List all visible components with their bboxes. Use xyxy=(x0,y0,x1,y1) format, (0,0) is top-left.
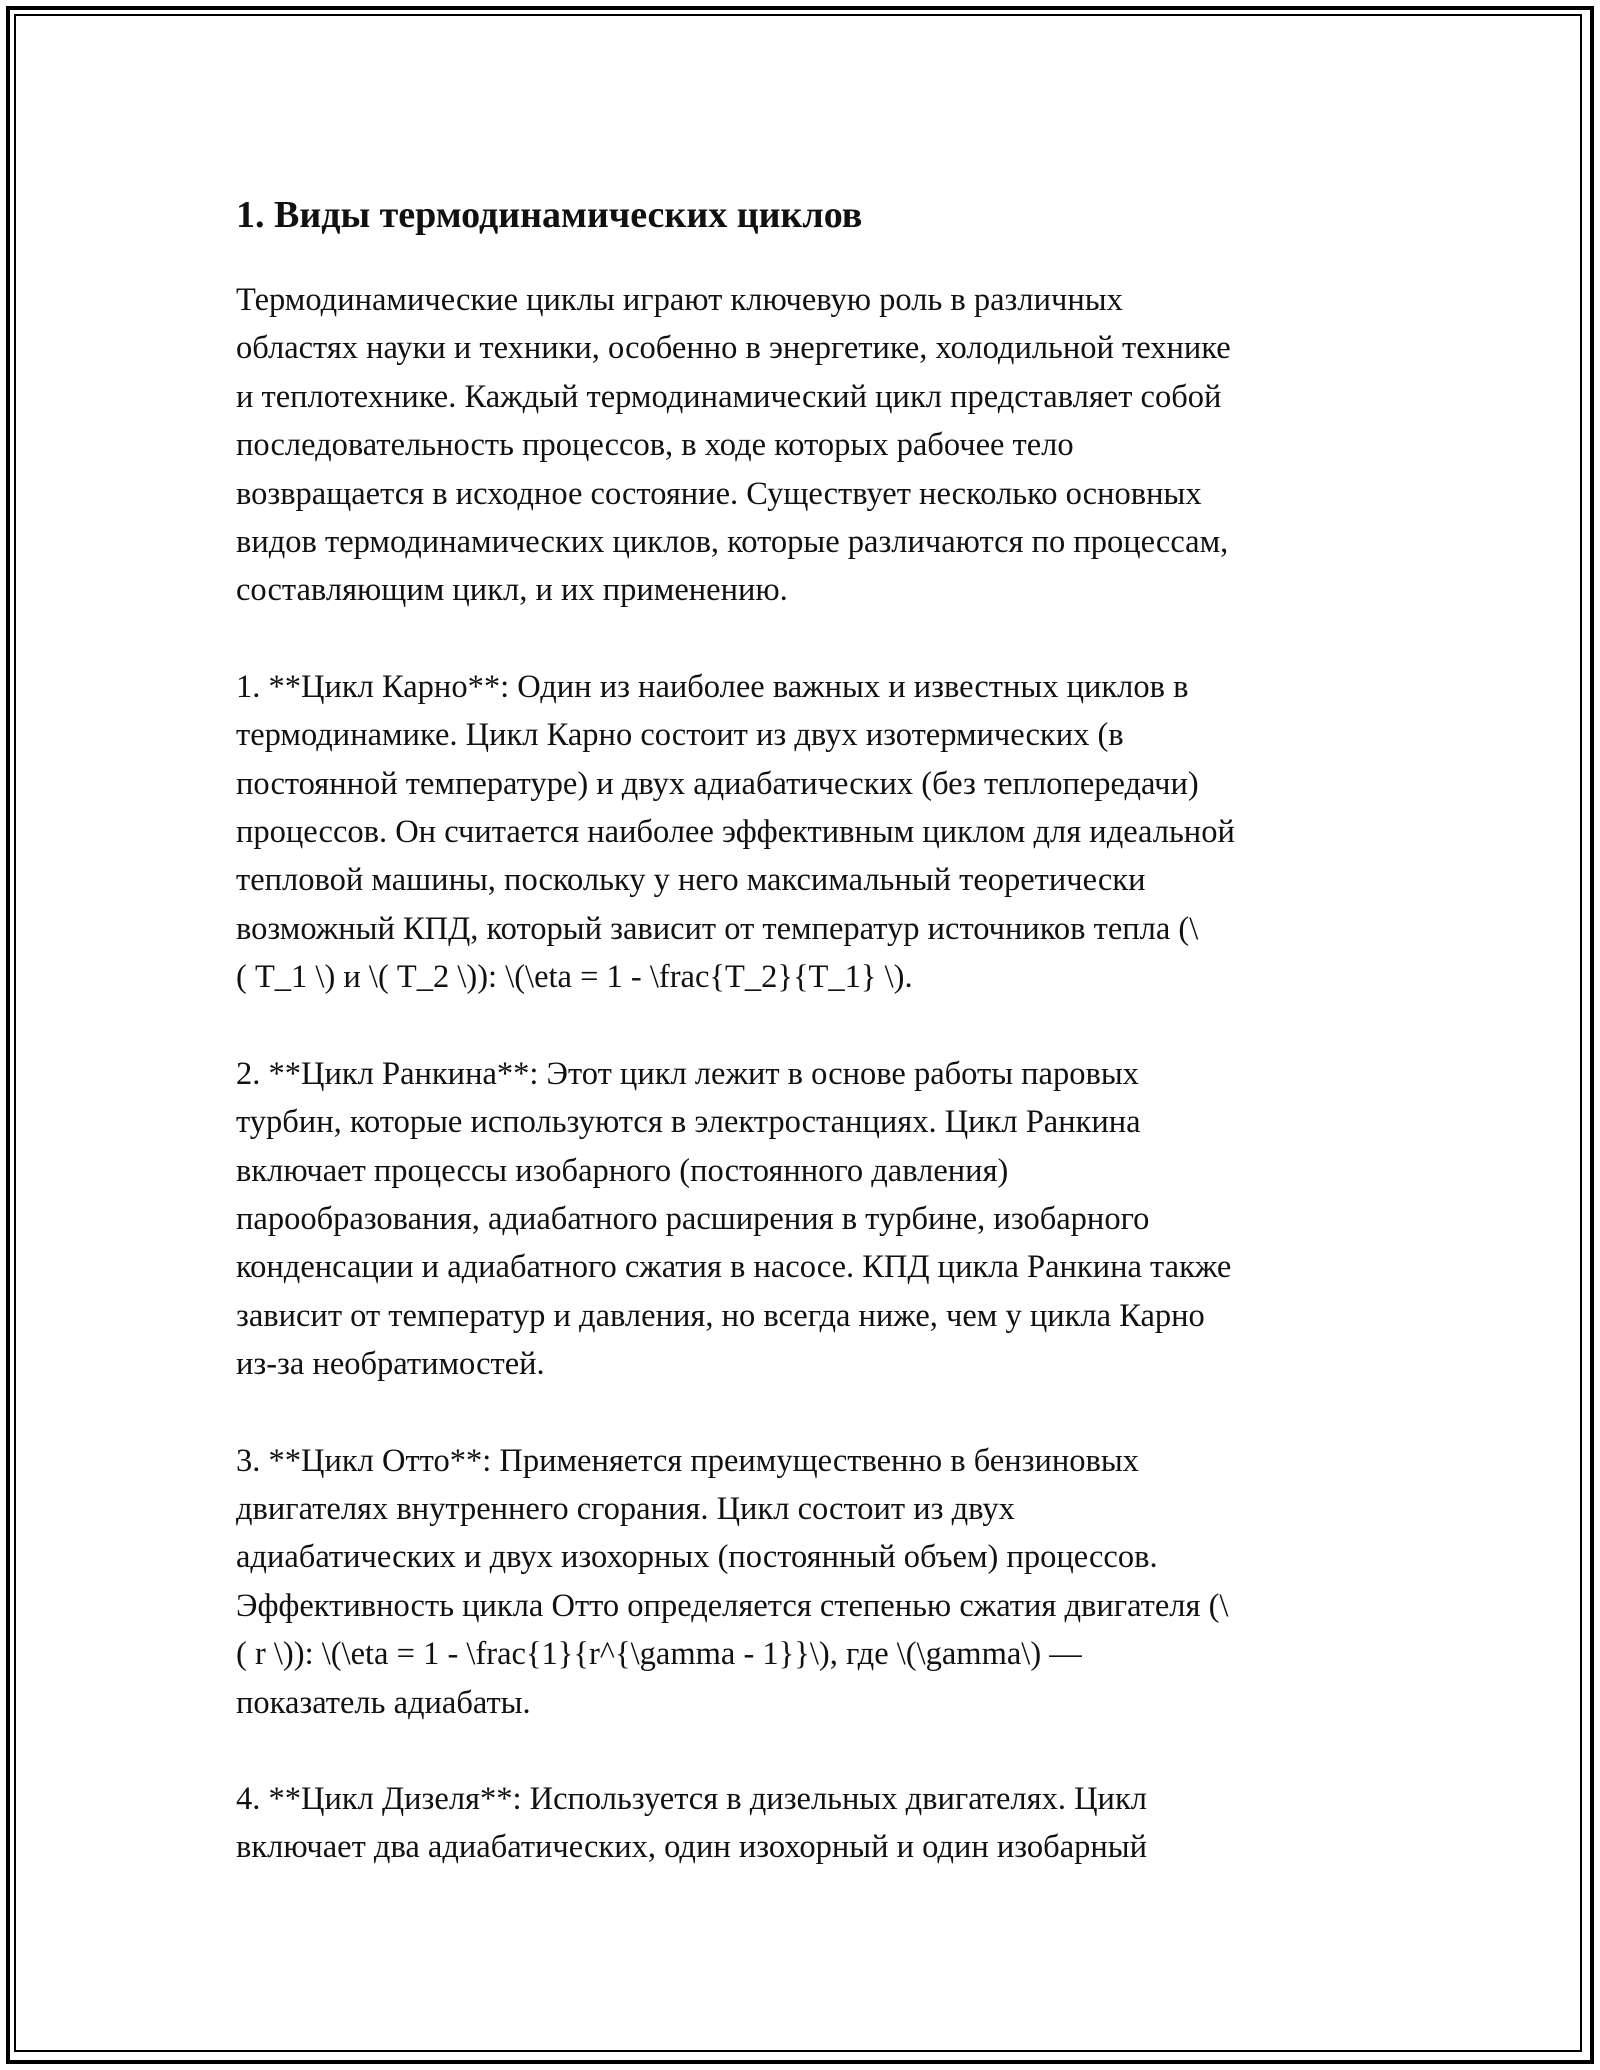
intro-paragraph: Термодинамические циклы играют ключевую роль в различных областях науки и техники, особенно в энергетике, холодильной технике и теплотехнике. Каждый термодинамический цикл представляет собой последовательность процессов, в ходе которых рабочее тело возвращается в исходное состояние. Существует несколько основных видов термодинамических циклов, которые различаются по процессам, составляющим цикл, и их применению. xyxy=(236,282,1231,609)
section-heading: 1. Виды термодинамических циклов xyxy=(236,194,863,236)
document-body xyxy=(236,188,1376,1920)
otto-cycle-paragraph: 3. **Цикл Отто**: Применяется преимущественно в бензиновых двигателях внутреннего сгорания. Цикл состоит из двух адиабатических и двух изохорных (постоянный объем) процессов. Эффективность цикла Отто определяется степенью сжатия двигателя (\ ( r \)): \(\eta = 1 - \frac{1}{r^{\gamma - 1}}\), где \(\gamma\) — показатель адиабаты. xyxy=(236,1442,1229,1721)
diesel-cycle-paragraph: 4. **Цикл Дизеля**: Используется в дизельных двигателях. Цикл включает два адиабатических, один изохорный и один изобарный xyxy=(236,1780,1147,1866)
carnot-cycle-paragraph: 1. **Цикл Карно**: Один из наиболее важных и известных циклов в термодинамике. Цикл Карно состоит из двух изотермических (в постоянной температуре) и двух адиабатических (без теплопередачи) процессов. Он считается наиболее эффективным циклом для идеальной тепловой машины, поскольку у него максимальный теоретически возможный КПД, который зависит от температур источников тепла (\ ( T_1 \) и \( T_2 \)): \(\eta = 1 - \frac{T_2}{T_1} \). xyxy=(236,668,1235,996)
rankine-cycle-paragraph: 2. **Цикл Ранкина**: Этот цикл лежит в основе работы паровых турбин, которые используются в электростанциях. Цикл Ранкина включает процессы изобарного (постоянного давления) парообразования, адиабатного расширения в турбине, изобарного конденсации и адиабатного сжатия в насосе. КПД цикла Ранкина также зависит от температур и давления, но всегда ниже, чем у цикла Карно из-за необратимостей. xyxy=(236,1055,1232,1383)
